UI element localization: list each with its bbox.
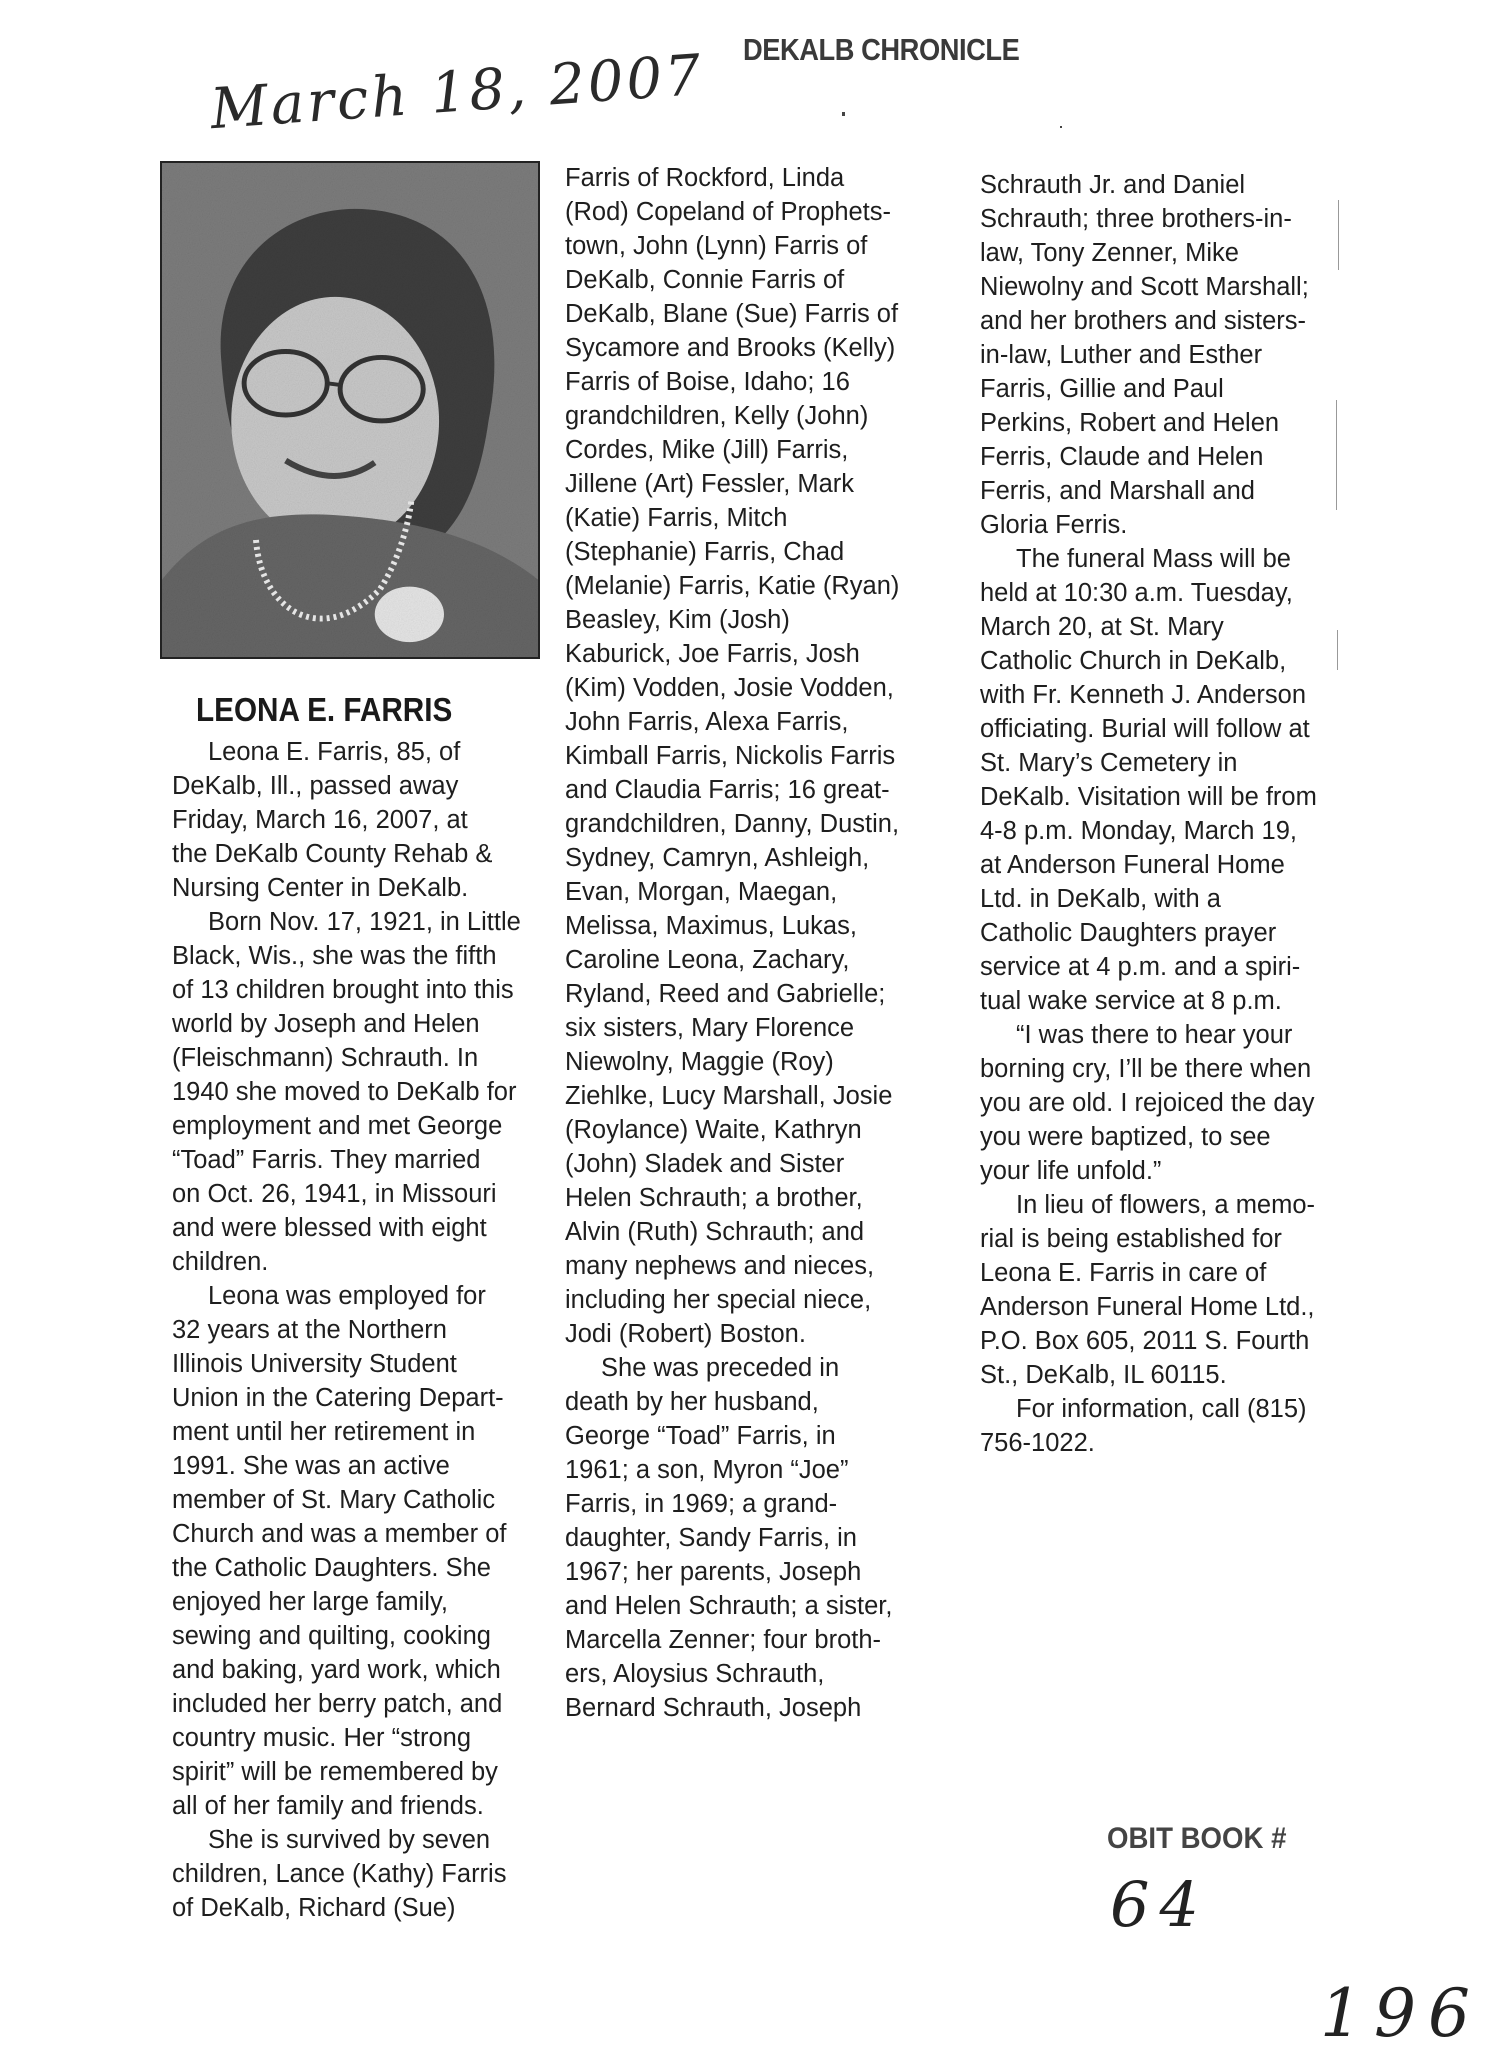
text-line: the DeKalb County Rehab &	[172, 840, 493, 868]
text-line: Bernard Schrauth, Joseph	[565, 1694, 862, 1722]
scan-edge-mark	[1337, 630, 1338, 670]
text-line: and baking, yard work, which	[172, 1656, 501, 1684]
text-line: Niewolny and Scott Marshall;	[980, 273, 1309, 301]
obituary-paragraph	[980, 1188, 1350, 1392]
text-line: 1961; a son, Myron “Joe”	[565, 1456, 849, 1484]
handwritten-date: March 18, 2007	[208, 42, 706, 143]
obituary-heading: LEONA E. FARRIS	[196, 691, 453, 728]
text-line: Gloria Ferris.	[980, 511, 1128, 539]
text-line: Catholic Church in DeKalb,	[980, 647, 1287, 675]
portrait-image	[162, 163, 538, 657]
newspaper-stamp: DEKALB CHRONICLE	[743, 32, 1020, 67]
text-line: and her brothers and sisters-	[980, 307, 1306, 335]
text-line: Leona E. Farris, 85, of	[208, 738, 461, 766]
text-line: daughter, Sandy Farris, in	[565, 1524, 857, 1552]
text-line: of DeKalb, Richard (Sue)	[172, 1894, 456, 1922]
obituary-paragraph	[172, 1279, 512, 1823]
face-shape	[231, 297, 439, 545]
text-line: children.	[172, 1248, 269, 1276]
text-line: with Fr. Kenneth J. Anderson	[980, 681, 1307, 709]
text-line: 1967; her parents, Joseph	[565, 1558, 862, 1586]
text-line: Marcella Zenner; four broth-	[565, 1626, 882, 1654]
obituary-paragraph	[980, 1018, 1350, 1188]
text-line: and were blessed with eight	[172, 1214, 487, 1242]
text-line: Catholic Daughters prayer	[980, 919, 1277, 947]
text-line: Jodi (Robert) Boston.	[565, 1320, 806, 1348]
text-line: Evan, Morgan, Maegan,	[565, 878, 838, 906]
text-line: death by her husband,	[565, 1388, 819, 1416]
text-line: Union in the Catering Depart-	[172, 1384, 504, 1412]
text-line: rial is being established for	[980, 1225, 1282, 1253]
text-line: all of her family and friends.	[172, 1792, 484, 1820]
text-line: Caroline Leona, Zachary,	[565, 946, 850, 974]
text-line: Leona E. Farris in care of	[980, 1259, 1267, 1287]
text-line: Perkins, Robert and Helen	[980, 409, 1280, 437]
text-line: at Anderson Funeral Home	[980, 851, 1285, 879]
obituary-paragraph	[980, 542, 1350, 1018]
obituary-paragraph	[980, 168, 1350, 542]
text-line: included her berry patch, and	[172, 1690, 503, 1718]
text-line: March 20, at St. Mary	[980, 613, 1224, 641]
text-line: Church and was a member of	[172, 1520, 507, 1548]
text-line: (Rod) Copeland of Prophets-	[565, 198, 892, 226]
text-line: of 13 children brought into this	[172, 976, 514, 1004]
text-line: Nursing Center in DeKalb.	[172, 874, 469, 902]
text-line: 1940 she moved to DeKalb for	[172, 1078, 517, 1106]
text-line: you were baptized, to see	[980, 1123, 1271, 1151]
text-line: Schrauth Jr. and Daniel	[980, 171, 1246, 199]
text-line: Friday, March 16, 2007, at	[172, 806, 468, 834]
text-line: “I was there to hear your	[1016, 1021, 1293, 1049]
text-line: tual wake service at 8 p.m.	[980, 987, 1282, 1015]
text-line: town, John (Lynn) Farris of	[565, 232, 868, 260]
text-line: Melissa, Maximus, Lukas,	[565, 912, 857, 940]
handwritten-page-number: 196	[1320, 1975, 1482, 2052]
text-line: on Oct. 26, 1941, in Missouri	[172, 1180, 497, 1208]
text-line: sewing and quilting, cooking	[172, 1622, 491, 1650]
text-line: Farris of Boise, Idaho; 16	[565, 368, 850, 396]
text-line: borning cry, I’ll be there when	[980, 1055, 1312, 1083]
text-line: Beasley, Kim (Josh)	[565, 606, 790, 634]
text-line: DeKalb. Visitation will be from	[980, 783, 1317, 811]
text-line: Niewolny, Maggie (Roy)	[565, 1048, 834, 1076]
text-line: employment and met George	[172, 1112, 503, 1140]
text-line: and Helen Schrauth; a sister,	[565, 1592, 893, 1620]
text-line: law, Tony Zenner, Mike	[980, 239, 1239, 267]
text-line: grandchildren, Kelly (John)	[565, 402, 869, 430]
text-line: 4-8 p.m. Monday, March 19,	[980, 817, 1297, 845]
text-line: member of St. Mary Catholic	[172, 1486, 496, 1514]
obituary-paragraph	[565, 1351, 945, 1725]
text-line: Born Nov. 17, 1921, in Little	[208, 908, 521, 936]
text-line: spirit” will be remembered by	[172, 1758, 498, 1786]
text-line: DeKalb, Blane (Sue) Farris of	[565, 300, 899, 328]
text-line: many nephews and nieces,	[565, 1252, 875, 1280]
text-line: in-law, Luther and Esther	[980, 341, 1263, 369]
text-line: children, Lance (Kathy) Farris	[172, 1860, 507, 1888]
text-line: and Claudia Farris; 16 great-	[565, 776, 890, 804]
text-line: world by Joseph and Helen	[172, 1010, 480, 1038]
text-line: P.O. Box 605, 2011 S. Fourth	[980, 1327, 1310, 1355]
text-line: Ziehlke, Lucy Marshall, Josie	[565, 1082, 893, 1110]
text-line: (Roylance) Waite, Kathryn	[565, 1116, 862, 1144]
text-line: (Stephanie) Farris, Chad	[565, 538, 845, 566]
corsage-flower	[375, 587, 444, 643]
text-line: Kaburick, Joe Farris, Josh	[565, 640, 860, 668]
scan-edge-mark	[1336, 400, 1337, 510]
obit-book-stamp: OBIT BOOK #	[1107, 1822, 1287, 1855]
text-line: Cordes, Mike (Jill) Farris,	[565, 436, 849, 464]
text-line: enjoyed her large family,	[172, 1588, 448, 1616]
text-line: For information, call (815)	[1016, 1395, 1307, 1423]
text-line: service at 4 p.m. and a spiri-	[980, 953, 1301, 981]
text-line: including her special niece,	[565, 1286, 872, 1314]
text-line: The funeral Mass will be	[1016, 545, 1291, 573]
text-line: held at 10:30 a.m. Tuesday,	[980, 579, 1293, 607]
text-line: 756-1022.	[980, 1429, 1095, 1457]
text-line: Jillene (Art) Fessler, Mark	[565, 470, 855, 498]
text-line: DeKalb, Connie Farris of	[565, 266, 845, 294]
text-line: your life unfold.”	[980, 1157, 1162, 1185]
handwritten-book-number: 64	[1110, 1868, 1209, 1941]
text-line: St., DeKalb, IL 60115.	[980, 1361, 1227, 1389]
right-column	[980, 168, 1350, 1460]
text-line: (Kim) Vodden, Josie Vodden,	[565, 674, 894, 702]
text-line: Sycamore and Brooks (Kelly)	[565, 334, 896, 362]
obituary-paragraph	[980, 1392, 1350, 1460]
obituary-paragraph	[172, 735, 512, 905]
text-line: Leona was employed for	[208, 1282, 486, 1310]
text-line: Farris, in 1969; a grand-	[565, 1490, 838, 1518]
text-line: ment until her retirement in	[172, 1418, 476, 1446]
text-line: country music. Her “strong	[172, 1724, 472, 1752]
portrait-photo	[160, 161, 540, 659]
text-line: the Catholic Daughters. She	[172, 1554, 491, 1582]
obituary-paragraph	[172, 1823, 512, 1925]
text-line: She is survived by seven	[208, 1826, 491, 1854]
text-line: Helen Schrauth; a brother,	[565, 1184, 863, 1212]
obituary-paragraph	[565, 161, 945, 1351]
text-line: (Katie) Farris, Mitch	[565, 504, 788, 532]
text-line: (Melanie) Farris, Katie (Ryan)	[565, 572, 900, 600]
text-line: Ryland, Reed and Gabrielle;	[565, 980, 886, 1008]
text-line: 32 years at the Northern	[172, 1316, 447, 1344]
scan-edge-mark	[1338, 200, 1339, 270]
text-line: Illinois University Student	[172, 1350, 457, 1378]
middle-column	[565, 161, 945, 1725]
left-column	[172, 735, 521, 1925]
text-line: “Toad” Farris. They married	[172, 1146, 481, 1174]
text-line: Kimball Farris, Nickolis Farris	[565, 742, 896, 770]
scan-speck	[1060, 126, 1062, 128]
text-line: She was preceded in	[601, 1354, 840, 1382]
text-line: Black, Wis., she was the fifth	[172, 942, 497, 970]
text-line: (Fleischmann) Schrauth. In	[172, 1044, 479, 1072]
text-line: George “Toad” Farris, in	[565, 1422, 836, 1450]
text-line: Ferris, and Marshall and	[980, 477, 1255, 505]
text-line: you are old. I rejoiced the day	[980, 1089, 1315, 1117]
text-line: 1991. She was an active	[172, 1452, 450, 1480]
text-line: St. Mary’s Cemetery in	[980, 749, 1238, 777]
text-line: Schrauth; three brothers-in-	[980, 205, 1292, 233]
text-line: Alvin (Ruth) Schrauth; and	[565, 1218, 865, 1246]
text-line: Farris of Rockford, Linda	[565, 164, 845, 192]
text-line: grandchildren, Danny, Dustin,	[565, 810, 900, 838]
text-line: In lieu of flowers, a memo-	[1016, 1191, 1316, 1219]
text-line: ers, Aloysius Schrauth,	[565, 1660, 825, 1688]
text-line: Sydney, Camryn, Ashleigh,	[565, 844, 870, 872]
text-line: (John) Sladek and Sister	[565, 1150, 845, 1178]
text-line: John Farris, Alexa Farris,	[565, 708, 849, 736]
text-line: Ltd. in DeKalb, with a	[980, 885, 1221, 913]
text-line: six sisters, Mary Florence	[565, 1014, 855, 1042]
obituary-paragraph	[172, 905, 521, 1279]
scan-speck	[842, 112, 845, 116]
text-line: officiating. Burial will follow at	[980, 715, 1310, 743]
text-line: Ferris, Claude and Helen	[980, 443, 1264, 471]
text-line: Farris, Gillie and Paul	[980, 375, 1224, 403]
text-line: DeKalb, Ill., passed away	[172, 772, 459, 800]
text-line: Anderson Funeral Home Ltd.,	[980, 1293, 1315, 1321]
